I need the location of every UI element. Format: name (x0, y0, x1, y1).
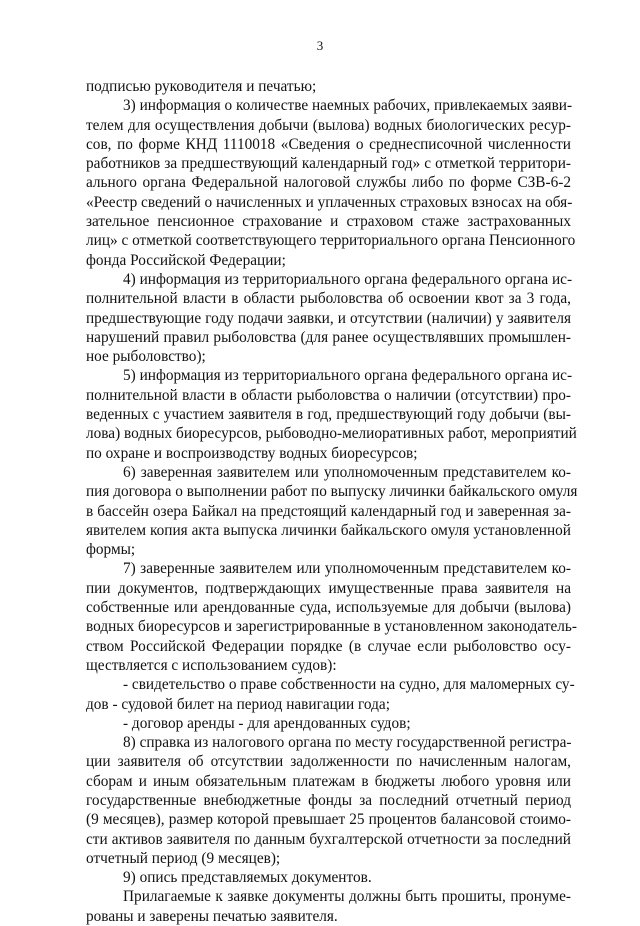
text-line: предшествующие году подачи заявки, и отсутствии (наличии) у заявителя (86, 309, 571, 327)
text-line: веденных с участием заявителя в год, предшествующий году добычи (вы- (86, 406, 571, 424)
text-line: 5) информация из территориального органа федерального органа ис- (123, 367, 573, 385)
text-line: - договор аренды - для арендованных судов; (123, 714, 411, 732)
text-line: формы; (86, 541, 136, 559)
text-line: 3) информация о количестве наемных рабочих, привлекаемых заяви- (123, 97, 573, 115)
document-body (86, 77, 578, 926)
text-line: полнительной власти в области рыболовства о наличии (отсутствии) про- (86, 386, 571, 404)
text-line: явителем копия акта выпуска личинки байкальского омуля установленной (86, 521, 571, 539)
text-line: лова) водных биоресурсов, рыбоводно-мелиоративных работ, мероприятий (86, 425, 577, 443)
text-line: сти активов заявителя по данным бухгалтерской отчетности за последний (86, 830, 571, 848)
text-line: «Реестр сведений о начисленных и уплаченных страховых взносах на обя- (86, 193, 573, 211)
text-line: 4) информация из территориального органа федерального органа ис- (123, 270, 573, 288)
text-line: 7) заверенные заявителем или уполномоченным представителем ко- (123, 560, 571, 578)
text-line: Прилагаемые к заявке документы должны быть прошиты, пронуме- (123, 888, 571, 906)
text-line: полнительной власти в области рыболовства об освоении квот за 3 года, (86, 290, 571, 308)
text-line: ции заявителя об отсутствии задолженности по начисленным налогам, (86, 753, 571, 771)
text-line: ществляется с использованием судов): (86, 656, 337, 674)
text-line: сов, по форме КНД 1110018 «Сведения о среднесписочной численности (86, 135, 571, 153)
text-line: в бассейн озера Байкал на предстоящий календарный год и заверенная за- (86, 502, 571, 520)
text-line: телем для осуществления добычи (вылова) водных биологических ресур- (86, 116, 571, 134)
text-line: по охране и воспроизводству водных биоресурсов; (86, 444, 418, 462)
text-line: зательное пенсионное страхование и страховом стаже застрахованных (86, 213, 571, 231)
text-line: фонда Российской Федерации; (86, 251, 286, 269)
text-line: 9) опись представляемых документов. (123, 869, 372, 887)
text-line: работников за предшествующий календарный год» с отметкой территори- (86, 155, 571, 173)
text-line: ством Российской Федерации порядке (в случае если рыболовство осу- (86, 637, 571, 655)
text-line: отчетный период (9 месяцев); (86, 849, 281, 867)
text-line: пии документов, подтверждающих имущественные права заявителя на (86, 579, 571, 597)
text-line: нарушений правил рыболовства (для ранее осуществлявших промышлен- (86, 328, 571, 346)
text-line: ное рыболовство); (86, 348, 206, 366)
text-line: подписью руководителя и печатью; (86, 78, 317, 95)
text-line: 8) справка из налогового органа по месту государственной регистра- (123, 734, 572, 752)
text-line: - свидетельство о праве собственности на судно, для маломерных су- (123, 676, 575, 694)
page-number: 3 (316, 38, 324, 53)
text-line: сборам и иным обязательным платежам в бюджеты любого уровня или (86, 772, 571, 790)
text-line: государственные внебюджетные фонды за последний отчетный период (86, 791, 571, 809)
text-line: лиц» с отметкой соответствующего территориального органа Пенсионного (86, 232, 576, 250)
text-line: (9 месяцев), размер которой превышает 25 процентов балансовой стоимо- (86, 811, 571, 829)
text-line: 6) заверенная заявителем или уполномоченным представителем ко- (123, 463, 571, 481)
text-line: собственные или арендованные суда, используемые для добычи (вылова) (86, 599, 571, 617)
text-line: ального органа Федеральной налоговой службы либо по форме СЗВ-6-2 (86, 174, 571, 192)
text-line: пия договора о выполнении работ по выпуску личинки байкальского омуля (86, 483, 578, 501)
text-line: водных биоресурсов и зарегистрированные в установленном законодатель- (86, 618, 578, 636)
text-line: дов - судовой билет на период навигации года; (86, 695, 390, 713)
text-line: рованы и заверены печатью заявителя. (86, 907, 338, 925)
